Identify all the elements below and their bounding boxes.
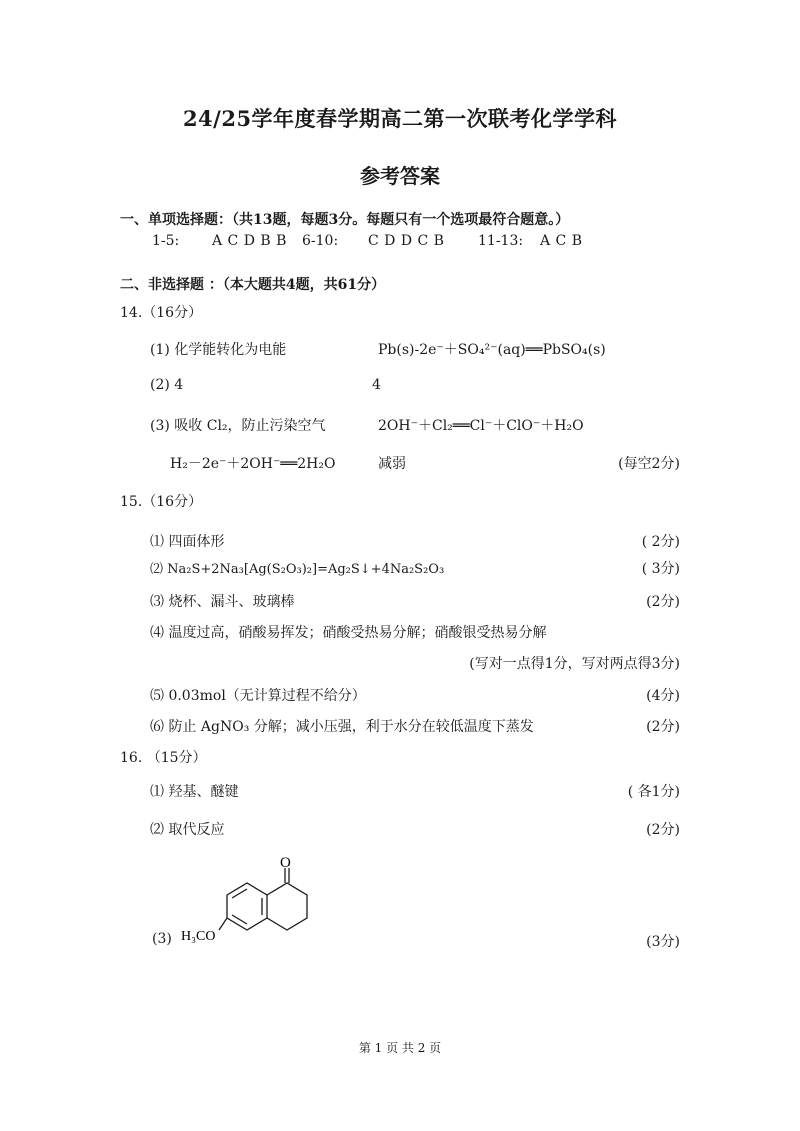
q14-p3-label: (3) 吸收 Cl₂，防止污染空气 <box>150 418 326 434</box>
section1-heading: 一、单项选择题：（共13题，每题3分。每题只有一个选项最符合题意。） <box>120 212 570 228</box>
q16-score-2: (2分) <box>646 822 680 838</box>
q15-score-4: (写对一点得1分，写对两点得3分) <box>469 656 680 672</box>
page-title: 24/25学年度春学期高二第一次联考化学学科 <box>182 106 618 131</box>
q14-p4-text: 减弱 <box>378 456 406 472</box>
cyclohexanone-ring <box>267 883 307 930</box>
q16-p3-score: (3分) <box>646 934 680 950</box>
q15-header: 15.（16分） <box>120 494 203 510</box>
q16-header: 16. （15分） <box>120 750 207 766</box>
q14-p1-label: (1) 化学能转化为电能 <box>150 342 287 358</box>
methoxy-bond <box>219 918 227 930</box>
q15-score-6: (2分) <box>646 719 680 735</box>
page-subtitle: 参考答案 <box>360 164 440 188</box>
q14-p2-value: 4 <box>372 377 381 393</box>
mc-range-1: 1-5: <box>152 233 180 249</box>
q15-score-5: (4分) <box>646 688 680 704</box>
q15-item-3: ⑶ 烧杯、漏斗、玻璃棒 <box>150 594 295 610</box>
q15-score-3: (2分) <box>646 594 680 610</box>
q15-item-4: ⑷ 温度过高，硝酸易挥发；硝酸受热易分解；硝酸银受热易分解 <box>150 625 547 641</box>
q16-p3-label: (3) <box>152 931 172 947</box>
mc-answers-3: A C B <box>540 233 583 249</box>
mc-range-3: 11-13: <box>478 233 524 249</box>
q16-item-2: ⑵ 取代反应 <box>150 822 225 838</box>
q16-score-1: ( 各1分) <box>627 784 680 800</box>
q14-p1-equation: Pb(s)-2e⁻＋SO₄²⁻(aq)══PbSO₄(s) <box>378 342 606 358</box>
oxygen-atom: O <box>280 855 291 871</box>
q15-score-2: ( 3分) <box>641 561 680 577</box>
q15-item-1: ⑴ 四面体形 <box>150 534 225 550</box>
q14-header: 14.（16分） <box>120 305 203 321</box>
q15-score-1: ( 2分) <box>641 534 680 550</box>
methoxy-label: H₃CO <box>181 929 216 944</box>
mc-range-2: 6-10: <box>302 233 339 249</box>
q14-p3-equation: 2OH⁻＋Cl₂══Cl⁻＋ClO⁻＋H₂O <box>378 418 584 434</box>
mc-answers-2: C D D C B <box>368 233 445 249</box>
benzene-ring <box>227 883 267 930</box>
q15-item-2: ⑵ Na₂S+2Na₃[Ag(S₂O₃)₂]=Ag₂S↓+4Na₂S₂O₃ <box>150 562 445 577</box>
q15-item-5: ⑸ 0.03mol（无计算过程不给分） <box>150 688 366 704</box>
q14-p4-equation: H₂－2e⁻＋2OH⁻══2H₂O <box>170 456 336 472</box>
chemical-structure <box>175 850 345 960</box>
mc-answers-1: A C D B B <box>212 233 287 249</box>
q15-item-6: ⑹ 防止 AgNO₃ 分解；减小压强，利于水分在较低温度下蒸发 <box>150 719 534 735</box>
q16-item-1: ⑴ 羟基、醚键 <box>150 784 239 800</box>
page-footer: 第 1 页 共 2 页 <box>358 1041 442 1055</box>
q14-score: (每空2分) <box>618 456 680 472</box>
q14-p2-label: (2) 4 <box>150 377 184 393</box>
section2-heading: 二、非选择题 ：（本大题共4题，共61分） <box>120 277 386 293</box>
